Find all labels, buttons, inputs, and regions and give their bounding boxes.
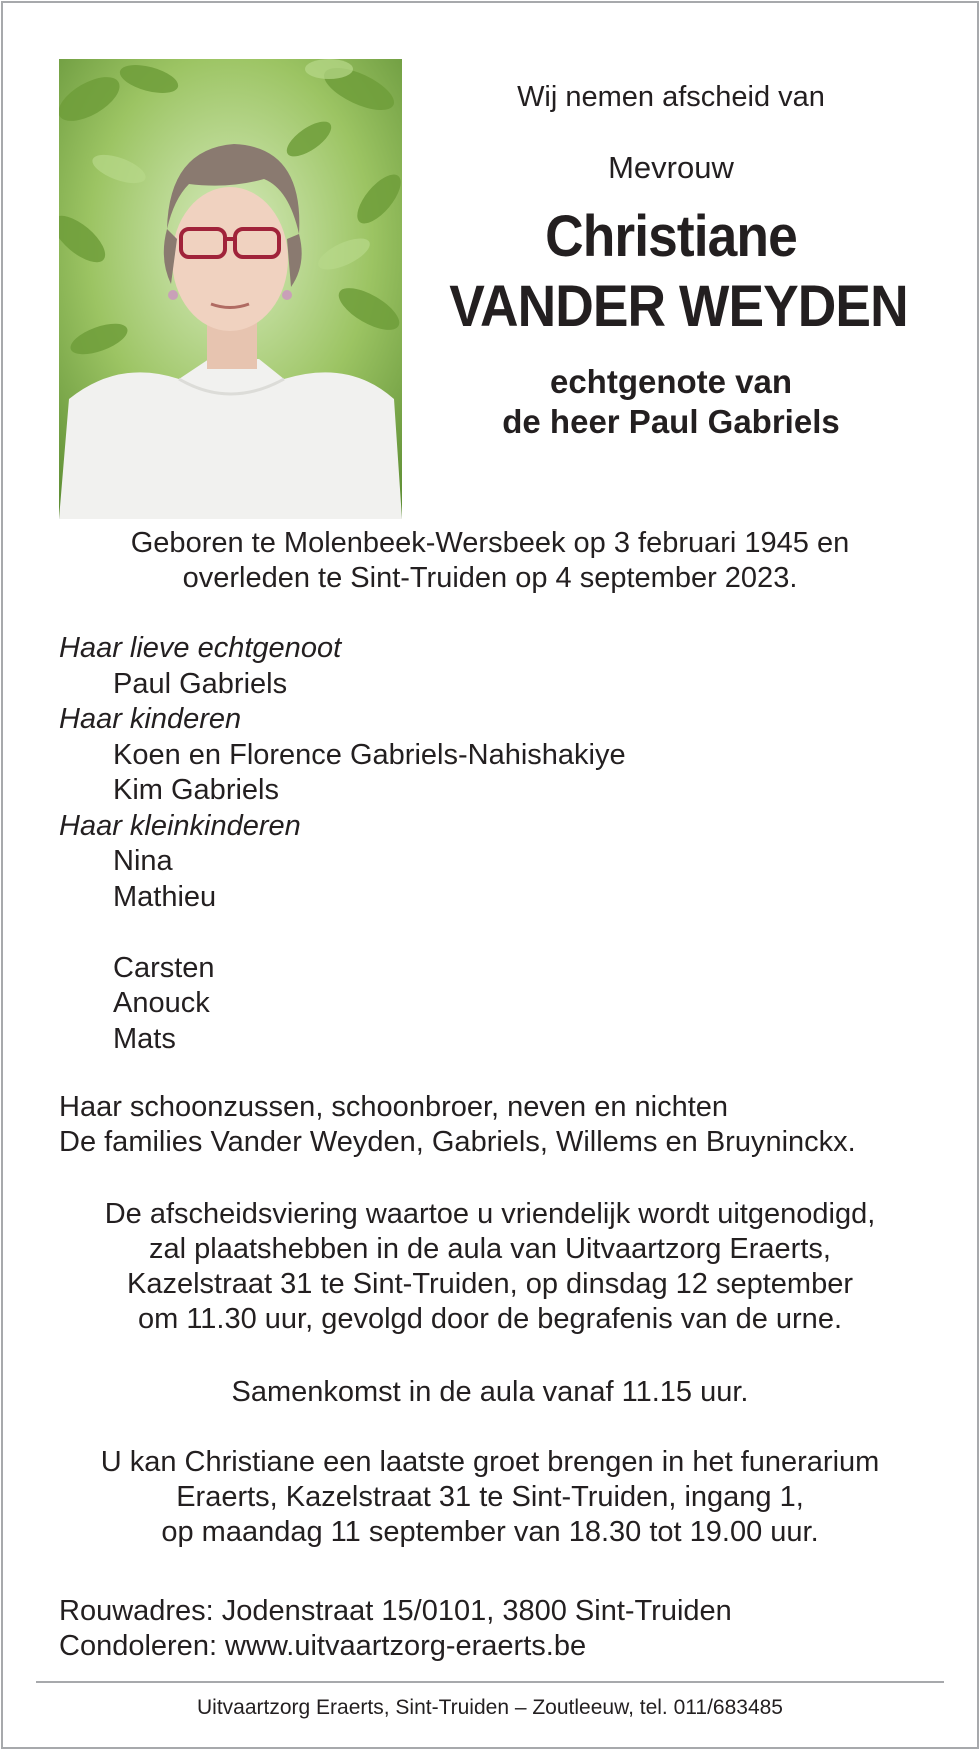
gathering-info — [40, 1375, 940, 1410]
footer-text: Uitvaartzorg Eraerts, Sint-Truiden – Zoutleeuw, tel. 011/683485 — [197, 1696, 783, 1719]
ceremony-line: Kazelstraat 31 te Sint-Truiden, op dinsdag 12 september — [127, 1268, 853, 1300]
condolence-link[interactable]: Condoleren: www.uitvaartzorg-eraerts.be — [59, 1630, 587, 1662]
death-line: overleden te Sint-Truiden op 4 september 2023. — [182, 562, 798, 594]
spouse-name: Paul Gabriels — [113, 667, 288, 700]
ceremony-line: zal plaatshebben in de aula van Uitvaartzorg Eraerts, — [149, 1233, 831, 1265]
ceremony-line: om 11.30 uur, gevolgd door de begrafenis van de urne. — [137, 1303, 842, 1335]
relatives-line-1: Haar schoonzussen, schoonbroer, neven en nichten — [59, 1091, 729, 1123]
intro-text: Wij nemen afscheid van — [517, 81, 825, 113]
ceremony-block — [40, 1197, 940, 1337]
children-label: Haar kinderen — [59, 703, 242, 735]
spouse-relation — [430, 362, 912, 442]
portrait-photo — [59, 59, 402, 519]
header-block — [430, 80, 912, 442]
first-name: Christiane — [545, 204, 797, 269]
mourning-address: Rouwadres: Jodenstraat 15/0101, 3800 Sint-Truiden — [59, 1595, 732, 1627]
honorific: Mevrouw — [608, 150, 734, 185]
last-name: VANDER WEYDEN — [449, 274, 908, 339]
deceased-name — [449, 202, 908, 342]
relatives-line-2: De families Vander Weyden, Gabriels, Willems en Bruyninckx. — [59, 1126, 856, 1158]
birth-line: Geboren te Molenbeek-Wersbeek op 3 februari 1945 en — [130, 527, 850, 559]
relatives-block — [59, 1090, 959, 1160]
child-name: Koen en Florence Gabriels-Nahishakiye — [113, 738, 626, 771]
ceremony-line: De afscheidsviering waartoe u vriendelijk wordt uitgenodigd, — [104, 1198, 876, 1230]
grandchild-name: Anouck — [113, 987, 210, 1019]
visitation-line: U kan Christiane een laatste groet brengen in het funerarium — [100, 1446, 880, 1478]
family-list — [59, 631, 939, 1057]
spouse-line-2: de heer Paul Gabriels — [502, 403, 840, 440]
child-name: Kim Gabriels — [113, 774, 279, 806]
footer-divider — [36, 1681, 944, 1683]
contact-block — [59, 1594, 959, 1664]
spouse-label: Haar lieve echtgenoot — [59, 632, 342, 664]
spacer — [59, 915, 939, 951]
visitation-block — [40, 1445, 940, 1550]
grandchild-name: Nina — [113, 845, 173, 877]
visitation-line: op maandag 11 september van 18.30 tot 19.00 uur. — [161, 1516, 819, 1548]
spouse-line-1: echtgenote van — [549, 363, 793, 400]
birth-death-info — [40, 526, 940, 596]
portrait-illustration — [59, 59, 402, 519]
grandchild-name: Carsten — [113, 951, 215, 984]
visitation-line: Eraerts, Kazelstraat 31 te Sint-Truiden, ingang 1, — [176, 1481, 804, 1513]
grandchildren-label: Haar kleinkinderen — [59, 809, 301, 842]
grandchild-name: Mathieu — [113, 880, 217, 913]
gathering-line: Samenkomst in de aula vanaf 11.15 uur. — [231, 1376, 749, 1408]
grandchild-name: Mats — [113, 1022, 176, 1055]
